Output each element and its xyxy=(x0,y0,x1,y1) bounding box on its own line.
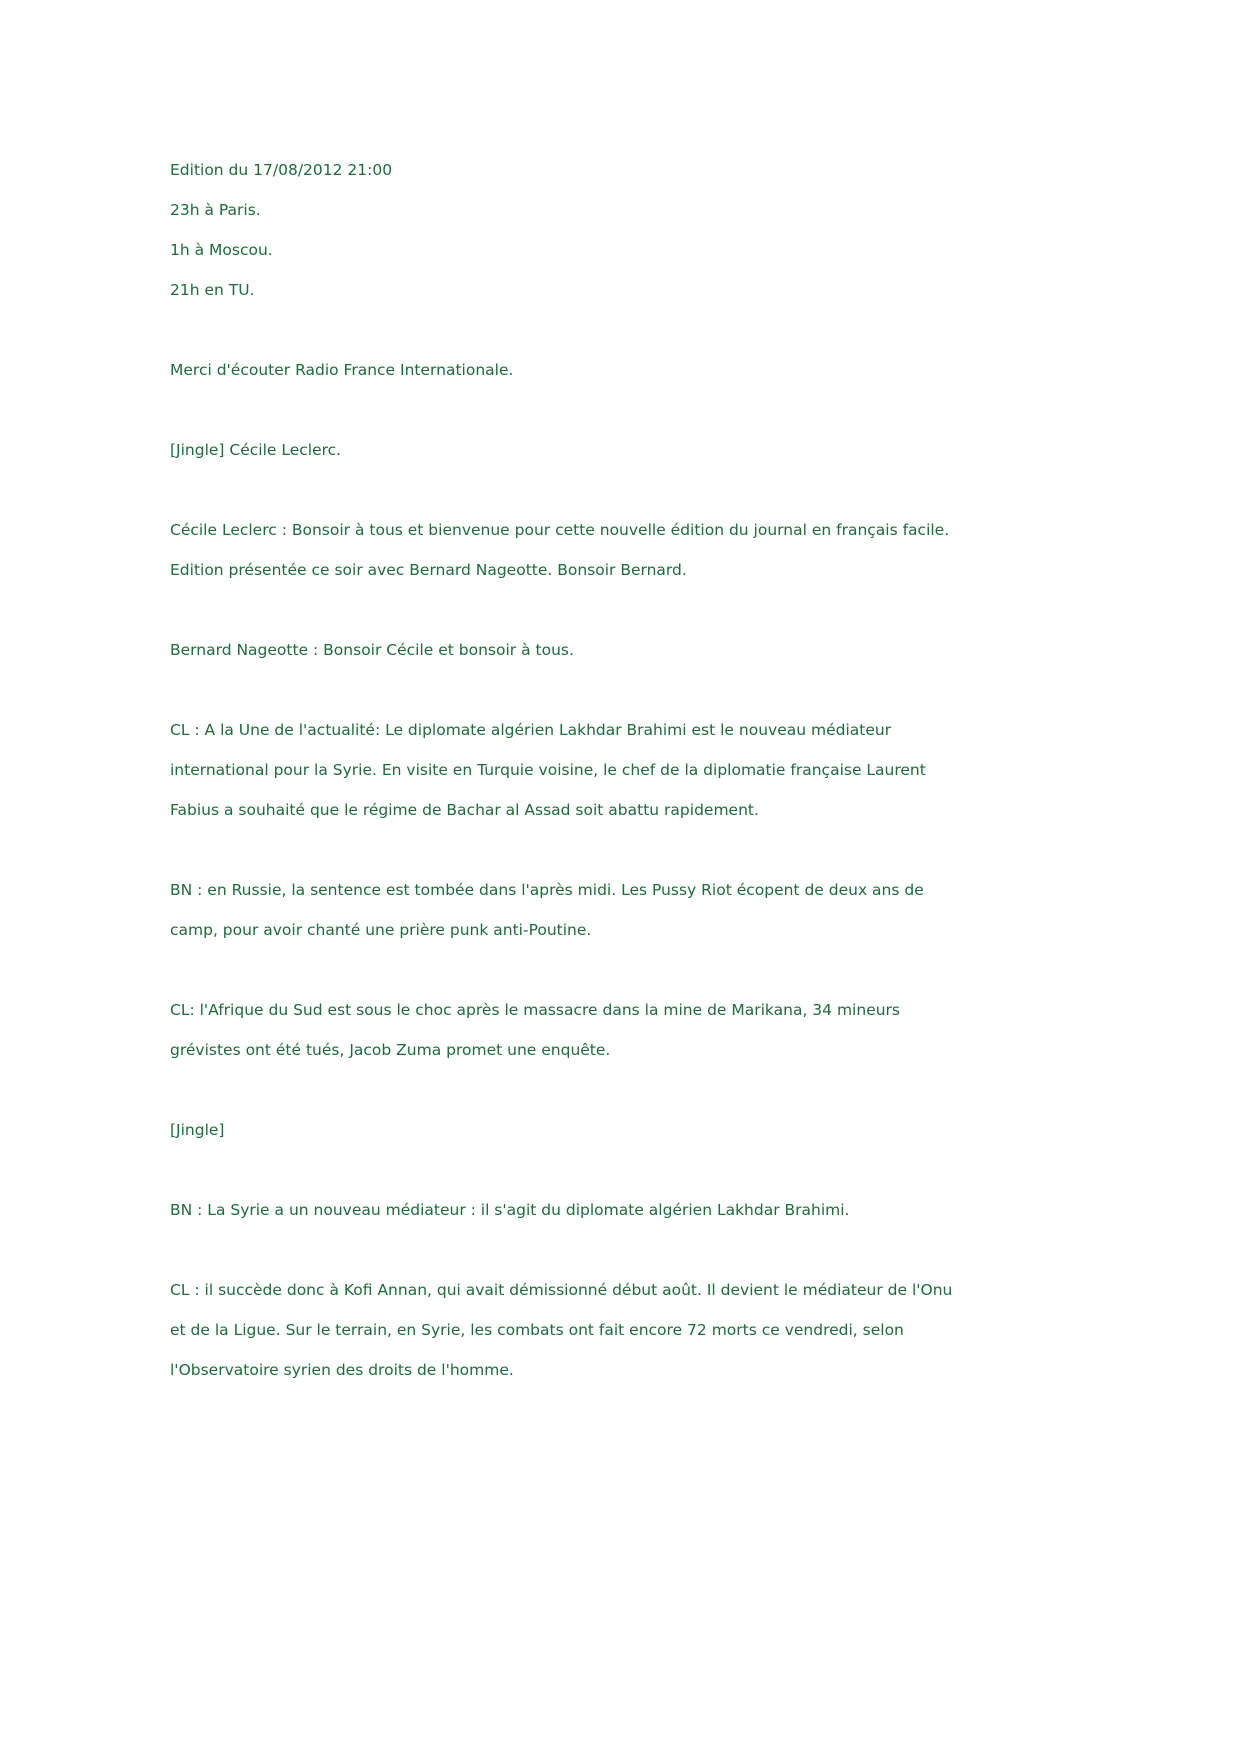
paragraph: Merci d'écouter Radio France Internationale. xyxy=(170,361,514,379)
paragraph: BN : La Syrie a un nouveau médiateur : il s'agit du diplomate algérien Lakhdar Brahimi. xyxy=(170,1201,850,1219)
paragraph: 23h à Paris. xyxy=(170,201,261,219)
paragraph: 21h en TU. xyxy=(170,281,255,299)
paragraph: CL : il succède donc à Kofi Annan, qui avait démissionné début août. Il devient le médiateur de l'Onu et de la Ligue. Sur le terrain, en Syrie, les combats ont fait encore 72 morts ce vendredi, selon l'Observatoire syrien des droits de l'homme. xyxy=(170,1281,958,1379)
paragraph: 1h à Moscou. xyxy=(170,241,273,259)
paragraph: CL: l'Afrique du Sud est sous le choc après le massacre dans la mine de Marikana, 34 mineurs grévistes ont été tués, Jacob Zuma promet une enquête. xyxy=(170,1001,905,1059)
paragraph: Edition du 17/08/2012 21:00 xyxy=(170,161,393,179)
paragraph: CL : A la Une de l'actualité: Le diplomate algérien Lakhdar Brahimi est le nouveau médiateur international pour la Syrie. En visite en Turquie voisine, le chef de la diplomatie française Laurent Fabius a souhaité que le régime de Bachar al Assad soit abattu rapidement. xyxy=(170,721,931,819)
paragraph: [Jingle] xyxy=(170,1121,225,1139)
paragraph: [Jingle] Cécile Leclerc. xyxy=(170,441,342,459)
paragraph: Cécile Leclerc : Bonsoir à tous et bienvenue pour cette nouvelle édition du journal en français facile. Edition présentée ce soir avec Bernard Nageotte. Bonsoir Bernard. xyxy=(170,521,955,579)
document-body xyxy=(170,150,1071,1390)
paragraph: BN : en Russie, la sentence est tombée dans l'après midi. Les Pussy Riot écopent de deux ans de camp, pour avoir chanté une prière punk anti-Poutine. xyxy=(170,881,929,939)
paragraph: Bernard Nageotte : Bonsoir Cécile et bonsoir à tous. xyxy=(170,641,574,659)
